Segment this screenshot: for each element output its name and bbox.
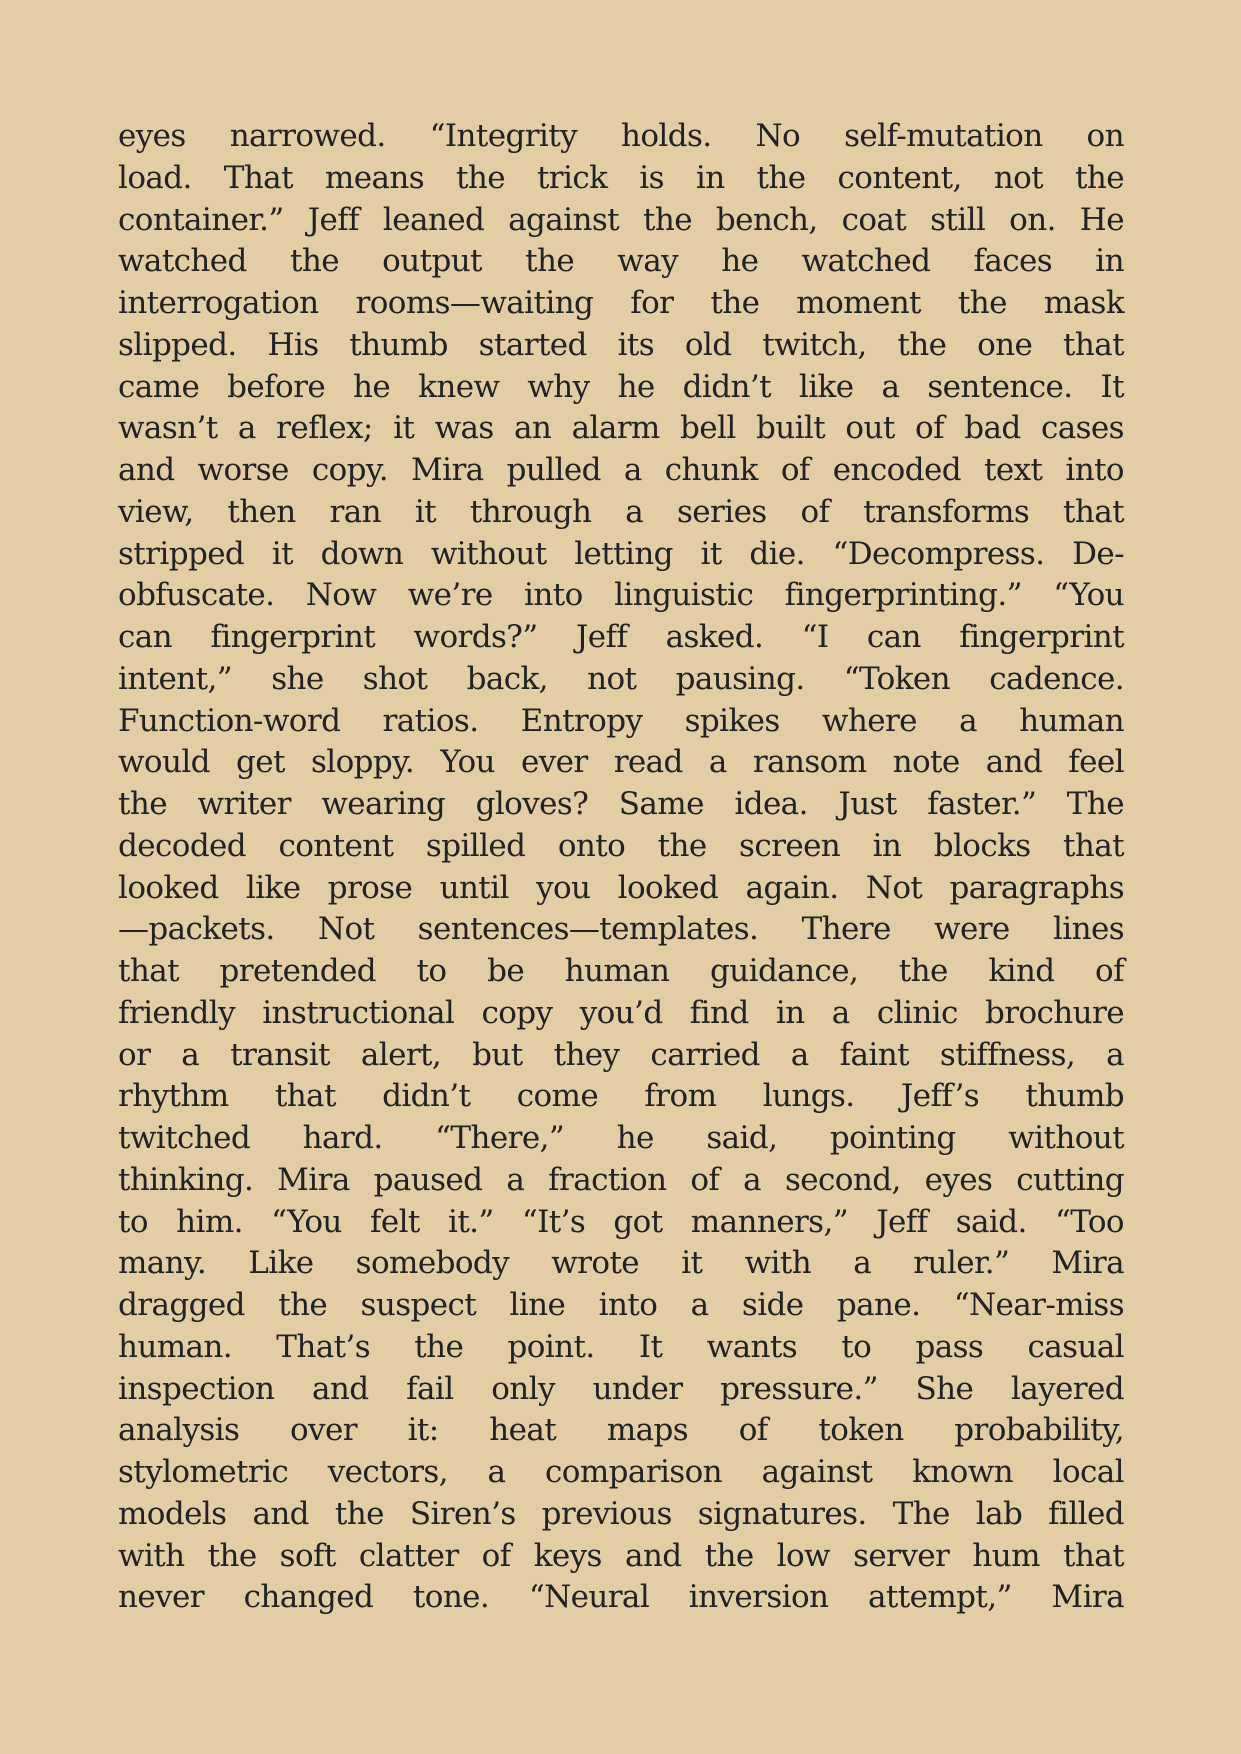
text-line-27: to him. “You felt it.” “It’s got manners,” Jeff said. “Too [118, 1203, 1124, 1240]
text-line-3: container.” Jeff leaned against the bench, coat still on. He [118, 201, 1124, 238]
text-line-28: many. Like somebody wrote it with a ruler.” Mira [118, 1245, 1124, 1282]
text-line-17: the writer wearing gloves? Same idea. Just faster.” The [118, 786, 1124, 822]
text-line-16: would get sloppy. You ever read a ransom note and feel [118, 744, 1124, 781]
text-line-24: rhythm that didn’t come from lungs. Jeff’s thumb [118, 1078, 1124, 1115]
text-line-33: stylometric vectors, a comparison against known local [118, 1454, 1124, 1490]
text-line-34: models and the Siren’s previous signatures. The lab filled [118, 1495, 1124, 1532]
text-line-31: inspection and fail only under pressure.” She layered [118, 1370, 1124, 1407]
text-line-9: and worse copy. Mira pulled a chunk of encoded text into [118, 452, 1124, 488]
text-line-32: analysis over it: heat maps of token probability, [118, 1412, 1124, 1449]
text-line-30: human. That’s the point. It wants to pass casual [118, 1328, 1124, 1365]
text-line-15: Function-word ratios. Entropy spikes where a human [118, 702, 1124, 739]
text-line-5: interrogation rooms—waiting for the moment the mask [118, 285, 1124, 321]
text-line-19: looked like prose until you looked again. Not paragraphs [118, 869, 1124, 906]
text-line-35: with the soft clatter of keys and the low server hum that [118, 1537, 1124, 1574]
text-line-14: intent,” she shot back, not pausing. “Token cadence. [118, 660, 1124, 697]
text-line-26: thinking. Mira paused a fraction of a second, eyes cutting [118, 1161, 1124, 1198]
text-line-8: wasn’t a reflex; it was an alarm bell built out of bad cases [118, 410, 1124, 447]
text-line-29: dragged the suspect line into a side pane. “Near-miss [118, 1287, 1124, 1323]
text-line-2: load. That means the trick is in the content, not the [118, 159, 1124, 196]
text-line-21: that pretended to be human guidance, the kind of [118, 953, 1124, 989]
text-line-13: can fingerprint words?” Jeff asked. “I can fingerprint [118, 619, 1124, 655]
text-line-1: eyes narrowed. “Integrity holds. No self-mutation on [118, 118, 1124, 154]
text-line-6: slipped. His thumb started its old twitch, the one that [118, 326, 1124, 363]
text-line-12: obfuscate. Now we’re into linguistic fingerprinting.” “You [118, 577, 1124, 614]
text-line-23: or a transit alert, but they carried a faint stiffness, a [118, 1036, 1124, 1073]
text-line-7: came before he knew why he didn’t like a sentence. It [118, 368, 1124, 405]
text-line-11: stripped it down without letting it die. “Decompress. De- [118, 535, 1124, 572]
text-line-18: decoded content spilled onto the screen in blocks that [118, 827, 1124, 864]
book-page-body [118, 116, 1124, 1619]
text-line-20: —packets. Not sentences—templates. There were lines [118, 911, 1124, 948]
text-line-4: watched the output the way he watched faces in [118, 243, 1124, 280]
text-line-10: view, then ran it through a series of transforms that [118, 493, 1124, 530]
text-line-36: never changed tone. “Neural inversion attempt,” Mira [118, 1579, 1124, 1616]
text-line-22: friendly instructional copy you’d find in a clinic brochure [118, 994, 1124, 1031]
text-line-25: twitched hard. “There,” he said, pointing without [118, 1120, 1124, 1156]
